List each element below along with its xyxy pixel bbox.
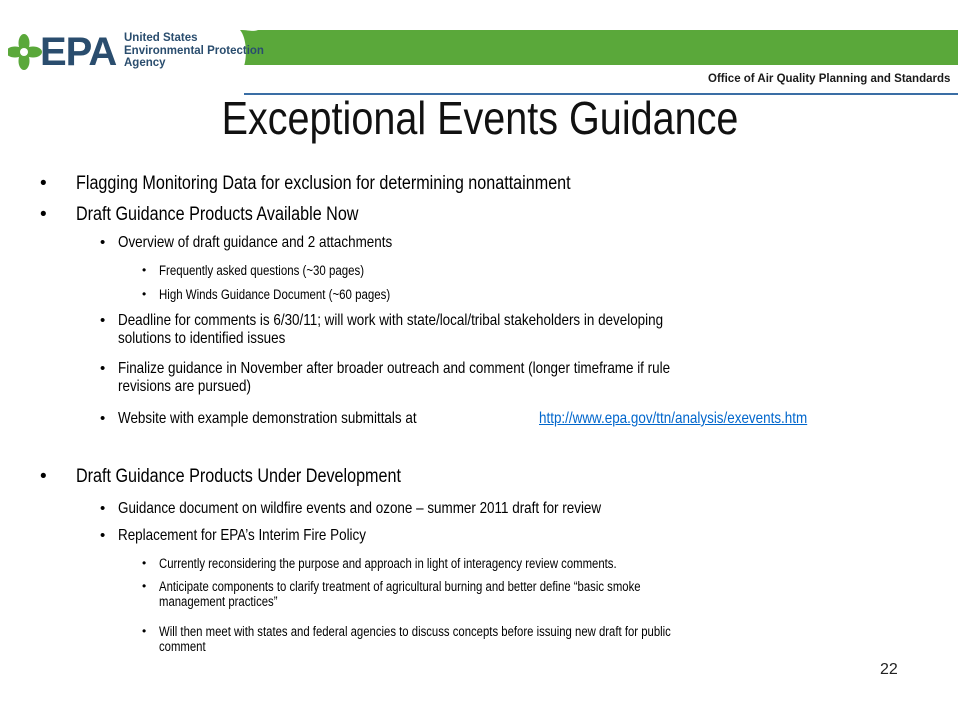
agency-name-line: United States bbox=[124, 32, 198, 44]
bullet-marker: • bbox=[142, 556, 147, 570]
bullet-text: Website with example demonstration submittals at bbox=[118, 410, 417, 427]
bullet-text: Will then meet with states and federal agencies to discuss concepts before issuing new draft for public bbox=[159, 624, 671, 639]
bullet-marker: • bbox=[142, 624, 147, 638]
bullet-text-continuation: management practices” bbox=[159, 594, 278, 609]
agency-name-line: Environmental Protection bbox=[124, 44, 264, 57]
bullet-text: Anticipate components to clarify treatment of agricultural burning and better define “basic smoke bbox=[159, 579, 641, 594]
bullet-marker: • bbox=[100, 527, 106, 544]
bullet-marker: • bbox=[40, 204, 47, 225]
bullet-text: Currently reconsidering the purpose and approach in light of interagency review comments. bbox=[159, 556, 617, 571]
bullet-text: Draft Guidance Products Under Development bbox=[76, 466, 401, 487]
epa-logo-letters: EPA bbox=[40, 30, 117, 74]
bullet-text: Guidance document on wildfire events and ozone – summer 2011 draft for review bbox=[118, 500, 602, 517]
bullet-text-continuation: revisions are pursued) bbox=[118, 378, 251, 395]
bullet-text: High Winds Guidance Document (~60 pages) bbox=[159, 287, 391, 302]
bullet-text: Replacement for EPA’s Interim Fire Policy bbox=[118, 527, 366, 544]
bullet-text: Finalize guidance in November after broader outreach and comment (longer timeframe if rule bbox=[118, 360, 671, 377]
bullet-marker: • bbox=[100, 360, 106, 377]
bullet-marker: • bbox=[142, 263, 147, 277]
page-number: 22 bbox=[880, 661, 898, 678]
bullet-marker: • bbox=[100, 500, 106, 517]
slide-title: Exceptional Events Guidance bbox=[221, 92, 739, 144]
bullet-text: Overview of draft guidance and 2 attachments bbox=[118, 234, 393, 251]
bullet-marker: • bbox=[142, 579, 147, 593]
bullet-marker: • bbox=[142, 287, 147, 301]
agency-name-line: Agency bbox=[124, 57, 166, 69]
bullet-text-continuation: solutions to identified issues bbox=[118, 330, 286, 347]
bullet-text: Draft Guidance Products Available Now bbox=[76, 204, 359, 225]
office-name: Office of Air Quality Planning and Standards bbox=[708, 73, 951, 85]
bullet-marker: • bbox=[100, 312, 106, 329]
bullet-text: Flagging Monitoring Data for exclusion for determining nonattainment bbox=[76, 173, 571, 194]
exevents-link[interactable]: http://www.epa.gov/ttn/analysis/exevents.htm bbox=[539, 410, 808, 427]
bullet-marker: • bbox=[40, 466, 47, 487]
bullet-text: Frequently asked questions (~30 pages) bbox=[159, 263, 365, 278]
bullet-marker: • bbox=[40, 173, 47, 194]
bullet-marker: • bbox=[100, 410, 106, 427]
bullet-text-continuation: comment bbox=[159, 639, 206, 654]
bullet-text: Deadline for comments is 6/30/11; will work with state/local/tribal stakeholders in developing bbox=[118, 312, 664, 329]
bullet-marker: • bbox=[100, 234, 106, 251]
